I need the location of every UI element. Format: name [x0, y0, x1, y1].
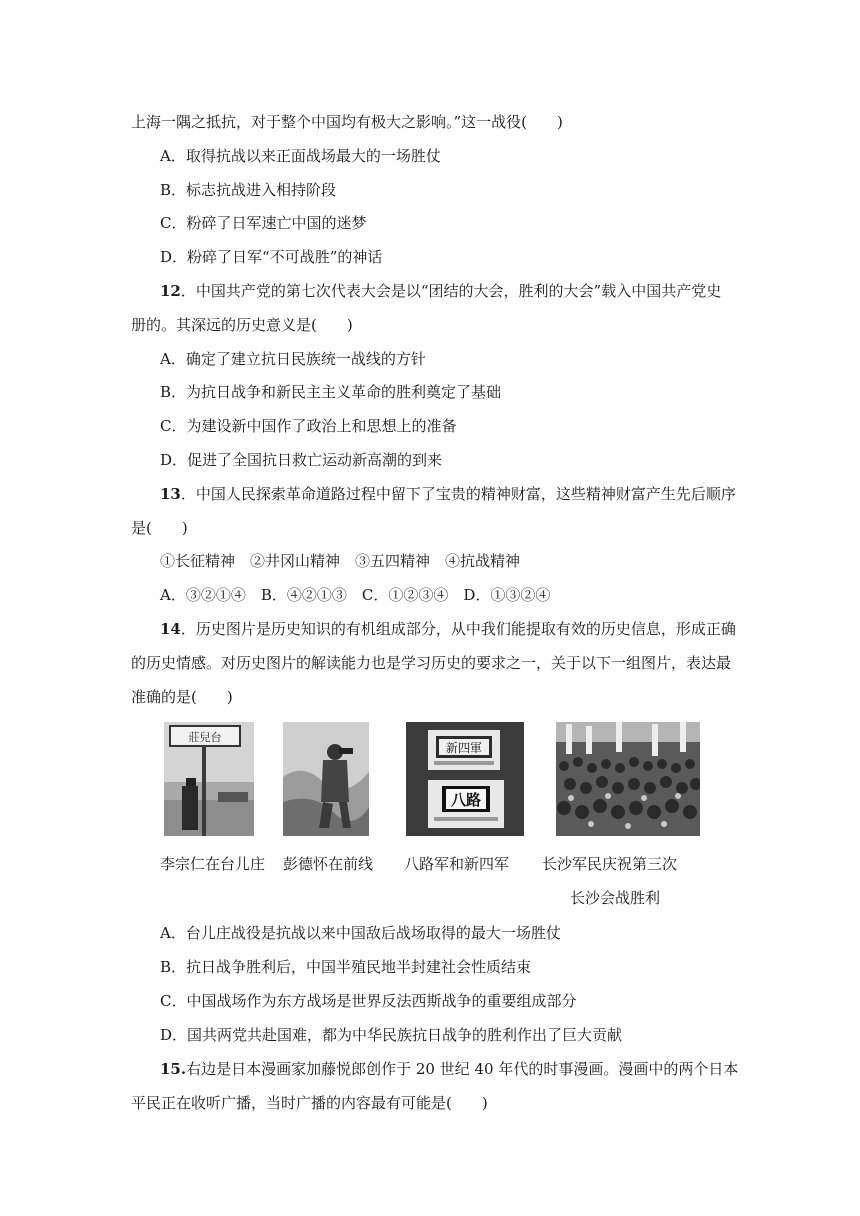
q14-stem-line3: 准确的是( ) [131, 688, 233, 706]
photo-peng-dehuai [283, 722, 369, 836]
q14-option-d: D．国共两党共赴国难，都为中华民族抗日战争的胜利作出了巨大贡献 [160, 1026, 623, 1044]
q13-items: ①长征精神 ②井冈山精神 ③五四精神 ④抗战精神 [160, 552, 521, 570]
q12-option-a: A．确定了建立抗日民族统一战线的方针 [160, 350, 426, 368]
photo-sign-text: 莊兒台 [188, 731, 222, 744]
photo-li-zongren-illustration [164, 722, 254, 836]
q14-stem-line2: 的历史情感。对历史图片的解读能力也是学习历史的要求之一，关于以下一组图片，表达最 [131, 654, 732, 672]
q14-stem-line1 [160, 619, 736, 639]
q11-option-d: D．粉碎了日军“不可战胜”的神话 [160, 248, 383, 266]
q12-option-d: D．促进了全国抗日救亡运动新高潮的到来 [160, 451, 443, 469]
q12-stem-text: ．中国共产党的第七次代表大会是以“团结的大会，胜利的大会”载入中国共产党史 [180, 282, 722, 300]
q12-number: 12 [160, 282, 181, 300]
q13-stem-line2: 是( ) [131, 519, 188, 537]
q15-stem-line1 [160, 1059, 738, 1079]
q11-option-b: B．标志抗战进入相持阶段 [160, 181, 337, 199]
q14-number: 14 [160, 620, 181, 638]
q12-option-c: C．为建设新中国作了政治上和思想上的准备 [160, 417, 457, 435]
caption-changsha-line2: 长沙会战胜利 [570, 889, 661, 907]
q14-option-c: C．中国战场作为东方战场是世界反法西斯战争的重要组成部分 [160, 992, 577, 1010]
caption-changsha-line1: 长沙军民庆祝第三次 [542, 855, 678, 873]
photo-li-zongren [164, 722, 254, 836]
q15-number: 15. [160, 1060, 187, 1078]
q12-stem-line2: 册的。其深远的历史意义是( ) [131, 316, 353, 334]
badge-eighth-route-text: 八路 [450, 791, 482, 809]
photo-eighth-route-new-fourth [406, 722, 524, 836]
q12-stem-line1 [160, 281, 721, 301]
photo-crowd-illustration [556, 722, 700, 836]
caption-peng-dehuai: 彭德怀在前线 [283, 855, 374, 873]
q13-stem-text: ．中国人民探索革命道路过程中留下了宝贵的精神财富，这些精神财富产生先后顺序 [180, 485, 736, 503]
q11-stem-tail: 上海一隅之抵抗，对于整个中国均有极大之影响。”这一战役( ) [131, 113, 563, 131]
q15-stem-text: 右边是日本漫画家加藤悦郎创作于 20 世纪 40 年代的时事漫画。漫画中的两个日本 [186, 1060, 739, 1078]
q13-options: A．③②①④ B．④②①③ C．①②③④ D．①③②④ [160, 586, 551, 604]
q15-stem-line2: 平民正在收听广播，当时广播的内容最有可能是( ) [131, 1094, 488, 1112]
q13-stem-line1 [160, 484, 736, 504]
q14-stem-text: ．历史图片是历史知识的有机组成部分，从中我们能提取有效的历史信息，形成正确 [180, 620, 736, 638]
q14-option-b: B．抗日战争胜利后，中国半殖民地半封建社会性质结束 [160, 958, 532, 976]
q11-option-a: A．取得抗战以来正面战场最大的一场胜仗 [160, 147, 441, 165]
badge-new-fourth-text: 新四軍 [445, 741, 483, 755]
caption-li-zongren: 李宗仁在台儿庄 [160, 855, 266, 873]
q14-option-a: A．台儿庄战役是抗战以来中国敌后战场取得的最大一场胜仗 [160, 924, 561, 942]
caption-eighth-route-new-fourth: 八路军和新四军 [404, 855, 510, 873]
photo-peng-dehuai-illustration [283, 722, 369, 836]
q11-option-c: C．粉碎了日军速亡中国的迷梦 [160, 214, 367, 232]
photo-armbands-illustration [406, 722, 524, 836]
q12-option-b: B．为抗日战争和新民主主义革命的胜利奠定了基础 [160, 383, 502, 401]
q13-number: 13 [160, 485, 181, 503]
photo-changsha-celebration [556, 722, 700, 836]
